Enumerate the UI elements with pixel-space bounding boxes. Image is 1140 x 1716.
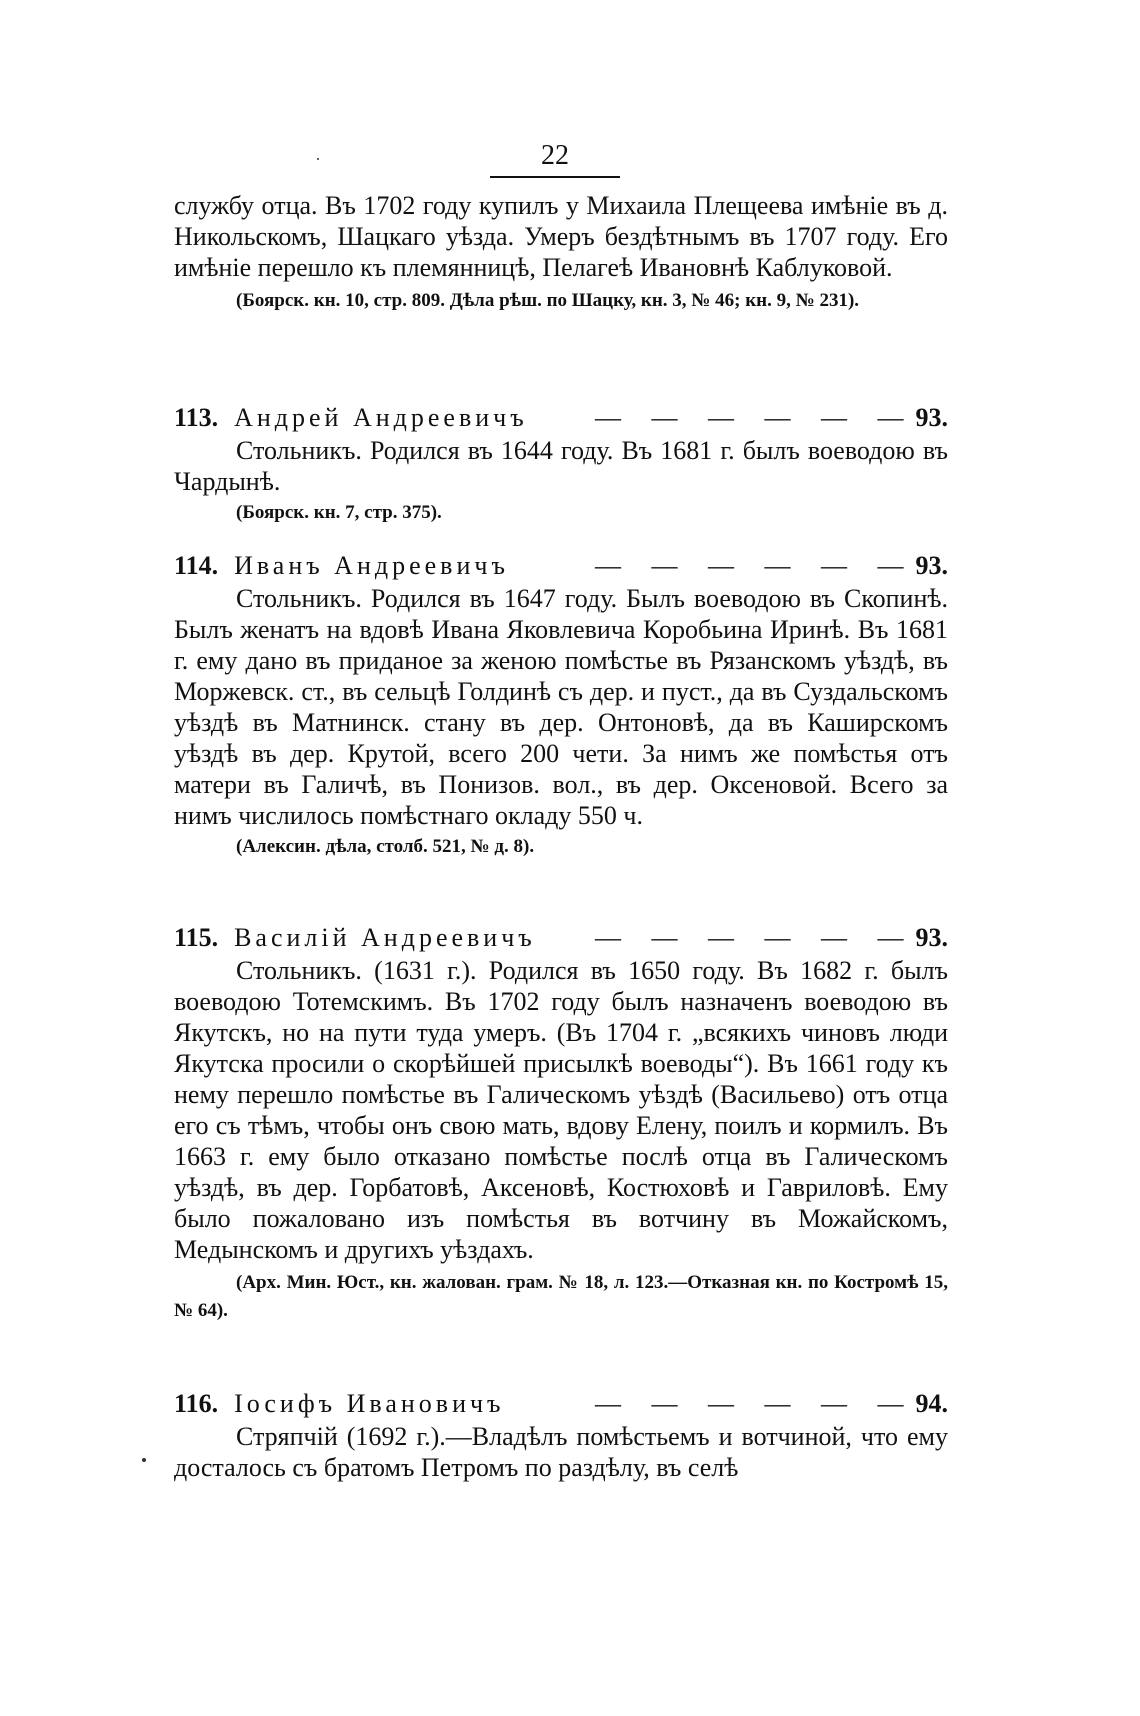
entry-heading: [174, 922, 948, 953]
leader-dashes: — — — — — —: [595, 1389, 916, 1418]
entry-114: [174, 550, 948, 861]
entry-page-ref: 93.: [915, 403, 948, 432]
entry-reference: (Боярск. кн. 7, стр. 375).: [236, 502, 442, 523]
entry-116: [174, 1388, 948, 1483]
entry-page-ref: 93.: [915, 923, 948, 952]
entry-115: [174, 922, 948, 1325]
scan-speck: [317, 158, 319, 160]
intro-block: [174, 190, 948, 315]
entry-reference: (Алексин. дѣла, столб. 521, № д. 8).: [236, 836, 535, 857]
entry-name: Василій Андреевичъ: [234, 923, 536, 952]
entry-heading: [174, 402, 948, 433]
entry-name: Иванъ Андреевичъ: [234, 551, 509, 580]
entry-number: 113.: [174, 403, 219, 432]
entry-reference: (Арх. Мин. Юст., кн. жалован. грам. № 18, л. 123.—Отказная кн. по Костромѣ 15, № 64).: [174, 1272, 948, 1321]
entry-113: [174, 402, 948, 527]
scan-speck: [142, 1458, 146, 1462]
page-number: 22: [541, 140, 569, 171]
entry-number: 116.: [174, 1389, 219, 1418]
leader-dashes: — — — — — —: [595, 551, 916, 580]
leader-dashes: — — — — — —: [595, 403, 916, 432]
entry-number: 114.: [174, 551, 219, 580]
entry-text: Стольникъ. (1631 г.). Родился въ 1650 году. Въ 1682 г. былъ воеводою Тотемскимъ. Въ 1702 году былъ назначенъ воеводою въ Якутскъ, но на пути туда умеръ. (Въ 1704 г. „всякихъ чиновъ люди Якутска просили о скорѣйшей присылкѣ воеводы“). Въ 1661 году къ нему перешло помѣстье въ Галическомъ уѣздѣ (Васильево) отъ отца его съ тѣмъ, чтобы онъ свою мать, вдову Елену, поилъ и кормилъ. Въ 1663 г. ему было отказано помѣстье послѣ отца въ Галическомъ уѣздѣ, въ дер. Горбатовѣ, Аксеновѣ, Костюховѣ и Гавриловѣ. Ему было пожаловано изъ помѣстья въ вотчину въ Можайскомъ, Медынскомъ и другихъ уѣздахъ.: [174, 956, 948, 1264]
entry-heading: [174, 1388, 948, 1419]
entry-text: Стольникъ. Родился въ 1644 году. Въ 1681 г. былъ воеводою въ Чардынѣ.: [174, 436, 948, 496]
entry-heading: [174, 550, 948, 581]
page-number-rule: [490, 176, 620, 178]
entry-page-ref: 93.: [915, 551, 948, 580]
entry-name: Андрей Андреевичъ: [234, 403, 528, 432]
entry-text: Стольникъ. Родился въ 1647 году. Былъ воеводою въ Скопинѣ. Былъ женатъ на вдовѣ Ивана Яковлевича Коробьина Иринѣ. Въ 1681 г. ему дано въ приданое за женою помѣстье въ Рязанскомъ уѣздѣ, въ Моржевск. ст., въ сельцѣ Голдинѣ съ дер. и пуст., да въ Суздальскомъ уѣздѣ въ Матнинск. стану въ дер. Онтоновѣ, да въ Каширскомъ уѣздѣ въ дер. Крутой, всего 200 чети. За нимъ же помѣстья отъ матери въ Галичѣ, въ Понизов. вол., въ дер. Оксеновой. Всего за нимъ числилось помѣстнаго окладу 550 ч.: [174, 584, 948, 830]
leader-dashes: — — — — — —: [595, 923, 916, 952]
intro-text: службу отца. Въ 1702 году купилъ у Михаила Плещеева имѣніе въ д. Никольскомъ, Шацкаго уѣзда. Умеръ бездѣтнымъ въ 1707 году. Его имѣніе перешло къ племянницѣ, Пелагеѣ Ивановнѣ Каблуковой.: [174, 191, 948, 282]
entry-number: 115.: [174, 923, 219, 952]
entry-name: Іосифъ Ивановичъ: [234, 1389, 505, 1418]
entry-text: Стряпчій (1692 г.).—Владѣлъ помѣстьемъ и вотчиной, что ему досталось съ братомъ Петромъ по раздѣлу, въ селѣ: [174, 1422, 948, 1482]
entry-page-ref: 94.: [915, 1389, 948, 1418]
intro-reference: (Боярск. кн. 10, стр. 809. Дѣла рѣш. по Шацку, кн. 3, № 46; кн. 9, № 231).: [236, 290, 860, 311]
